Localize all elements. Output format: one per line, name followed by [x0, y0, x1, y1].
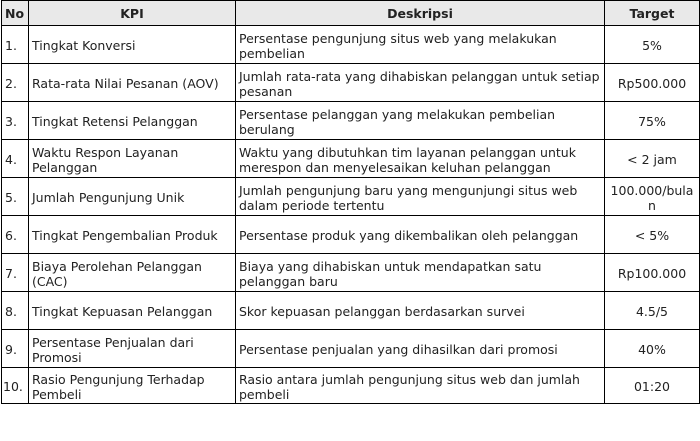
cell-deskripsi: Jumlah pengunjung baru yang mengunjungi situs web dalam periode tertentu — [236, 178, 605, 216]
cell-target: Rp100.000 — [605, 254, 700, 292]
cell-target: 01:20 — [605, 368, 700, 404]
table-row — [2, 368, 700, 404]
cell-kpi: Rasio Pengunjung Terhadap Pembeli — [29, 368, 236, 404]
cell-no: 9. — [2, 330, 29, 368]
cell-deskripsi: Waktu yang dibutuhkan tim layanan pelanggan untuk merespon dan menyelesaikan keluhan pelanggan — [236, 140, 605, 178]
cell-no: 7. — [2, 254, 29, 292]
cell-no: 4. — [2, 140, 29, 178]
header-no: No — [2, 1, 29, 26]
table-header-row — [2, 1, 700, 26]
cell-target: 40% — [605, 330, 700, 368]
table-row — [2, 26, 700, 64]
cell-target: < 2 jam — [605, 140, 700, 178]
cell-kpi: Tingkat Retensi Pelanggan — [29, 102, 236, 140]
cell-kpi: Tingkat Konversi — [29, 26, 236, 64]
table-row — [2, 216, 700, 254]
table-row — [2, 254, 700, 292]
cell-deskripsi: Jumlah rata-rata yang dihabiskan pelanggan untuk setiap pesanan — [236, 64, 605, 102]
cell-deskripsi: Persentase pengunjung situs web yang melakukan pembelian — [236, 26, 605, 64]
cell-deskripsi: Persentase penjualan yang dihasilkan dari promosi — [236, 330, 605, 368]
cell-no: 10. — [2, 368, 29, 404]
cell-deskripsi: Rasio antara jumlah pengunjung situs web dan jumlah pembeli — [236, 368, 605, 404]
cell-target: 4.5/5 — [605, 292, 700, 330]
cell-kpi: Rata-rata Nilai Pesanan (AOV) — [29, 64, 236, 102]
cell-no: 2. — [2, 64, 29, 102]
header-kpi: KPI — [29, 1, 236, 26]
cell-kpi: Persentase Penjualan dari Promosi — [29, 330, 236, 368]
header-target: Target — [605, 1, 700, 26]
cell-kpi: Biaya Perolehan Pelanggan (CAC) — [29, 254, 236, 292]
cell-kpi: Tingkat Kepuasan Pelanggan — [29, 292, 236, 330]
cell-target: 100.000/bulan — [605, 178, 700, 216]
cell-target: Rp500.000 — [605, 64, 700, 102]
cell-kpi: Waktu Respon Layanan Pelanggan — [29, 140, 236, 178]
cell-target: 5% — [605, 26, 700, 64]
table-row — [2, 140, 700, 178]
cell-target: 75% — [605, 102, 700, 140]
table-row — [2, 102, 700, 140]
cell-deskripsi: Biaya yang dihabiskan untuk mendapatkan satu pelanggan baru — [236, 254, 605, 292]
cell-no: 5. — [2, 178, 29, 216]
table-row — [2, 292, 700, 330]
cell-no: 3. — [2, 102, 29, 140]
kpi-table — [1, 0, 700, 404]
cell-kpi: Tingkat Pengembalian Produk — [29, 216, 236, 254]
cell-deskripsi: Persentase pelanggan yang melakukan pembelian berulang — [236, 102, 605, 140]
cell-target: < 5% — [605, 216, 700, 254]
cell-no: 1. — [2, 26, 29, 64]
cell-kpi: Jumlah Pengunjung Unik — [29, 178, 236, 216]
cell-deskripsi: Skor kepuasan pelanggan berdasarkan survei — [236, 292, 605, 330]
cell-no: 6. — [2, 216, 29, 254]
cell-deskripsi: Persentase produk yang dikembalikan oleh pelanggan — [236, 216, 605, 254]
table-row — [2, 64, 700, 102]
table-row — [2, 330, 700, 368]
table-row — [2, 178, 700, 216]
header-deskripsi: Deskripsi — [236, 1, 605, 26]
cell-no: 8. — [2, 292, 29, 330]
